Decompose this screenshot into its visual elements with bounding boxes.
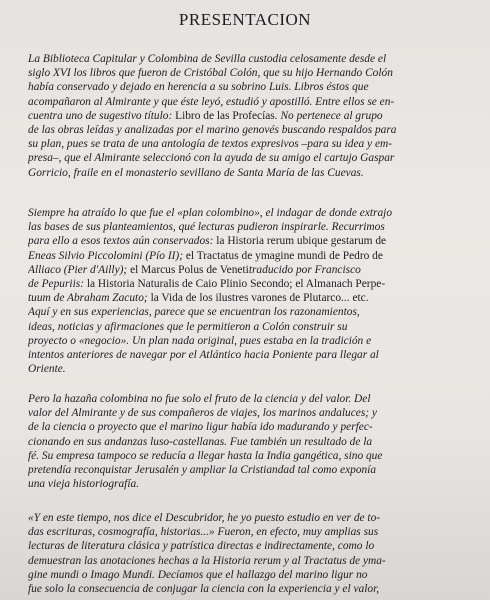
text-line xyxy=(28,435,468,449)
paragraph-2 xyxy=(28,206,468,376)
text-line xyxy=(28,348,468,362)
text-segment: fé. Su empresa tampoco se reducía a llegar hasta la India gangética, sino que xyxy=(28,449,383,462)
text-segment: fue solo la consecuencia de conjugar la ciencia con la experiencia y el valor, xyxy=(28,583,380,596)
text-segment: das escrituras, cosmografía, historias...» Fueron, en efecto, muy amplias sus xyxy=(28,526,379,539)
text-segment: su plan, pues se trata de una antología de textos expresivos –para su idea y em- xyxy=(28,138,393,151)
text-segment: Eneas Silvio Piccolomini (Pío II); xyxy=(28,249,186,262)
text-segment: las bases de sus planteamientos, qué lecturas pudieron inspirarle. Recurrimos xyxy=(28,221,385,234)
text-line xyxy=(28,463,468,477)
text-segment: cionando en sus andanzas luso-castellanas. Fue también un resultado de la xyxy=(28,435,373,448)
text-segment: lecturas de literatura clásica y patrística directas e indirectamente, como lo xyxy=(28,540,375,553)
text-line xyxy=(28,206,468,220)
text-line xyxy=(28,525,468,539)
text-segment: «Y en este tiempo, nos dice el Descubridor, he yo puesto estudio en ver de to- xyxy=(28,512,381,524)
paragraph-3 xyxy=(28,392,468,491)
text-segment: siglo XVI los libros que fueron de Cristóbal Colón, que su hijo Hernando Colón xyxy=(28,67,393,80)
text-segment: Alliaco (Pier d'Ailly); xyxy=(28,263,131,276)
text-line xyxy=(28,554,468,568)
text-line xyxy=(28,511,468,525)
text-segment: de la ciencia o proyecto que el marino ligur había ido madurando y perfec- xyxy=(28,421,373,434)
text-segment: Siempre ha atraído lo que fue el «plan colombino», el indagar de donde extrajo xyxy=(28,207,393,219)
text-segment: presa–, que el Almirante seleccionó con la ayuda de su amigo el cartujo Gaspar xyxy=(28,152,395,165)
text-line xyxy=(28,52,468,66)
text-segment: había conservado y dejado en herencia a su sobrino Luis. Libros éstos que xyxy=(28,81,369,94)
upright-text-segment: el Tractatus de ymagine mundi de Pedro de xyxy=(185,249,383,262)
text-segment: La Biblioteca Capitular y Colombina de Sevilla custodia celosamente desde el xyxy=(28,53,387,65)
text-segment: pretendía reconquistar Jerusalén y ampliar la Cristiandad tal como exponía xyxy=(28,464,377,477)
text-line xyxy=(28,137,468,151)
text-segment: Pero la hazaña colombina no fue solo el fruto de la ciencia y del valor. Del xyxy=(28,393,371,405)
text-line xyxy=(28,123,468,137)
text-line xyxy=(28,234,468,248)
upright-text-segment: Libro de las Profecías xyxy=(175,109,275,122)
text-line xyxy=(28,277,468,291)
text-segment: cuentra uno de sugestivo título: xyxy=(28,109,176,122)
text-segment: Oriente. xyxy=(28,363,66,376)
text-segment: proyecto o «negocio». Un plan nada original, pues estaba en la tradición e xyxy=(28,334,372,347)
text-line xyxy=(28,66,468,80)
text-segment: valor del Almirante y de sus compañeros de viajes, los marinos andaluces; y xyxy=(28,407,377,420)
text-segment: de las obras leídas y analizadas por el marino genovés buscando respaldos para xyxy=(28,124,397,137)
text-line xyxy=(28,334,468,348)
text-line xyxy=(28,362,468,376)
text-line xyxy=(28,420,468,434)
text-segment: gine mundi o Imago Mundi. Decíamos que el hallazgo del marino ligur no xyxy=(28,568,368,581)
text-line xyxy=(28,582,468,596)
text-segment: tuum de Abraham Zacuto; xyxy=(28,292,151,305)
text-line xyxy=(28,568,468,582)
page-title: PRESENTACION xyxy=(178,10,312,29)
paragraph-1 xyxy=(28,52,468,180)
text-line xyxy=(28,291,468,305)
text-line xyxy=(28,249,468,263)
text-segment: para ello a esos textos aún conservados: xyxy=(28,235,217,248)
text-segment: de Pepuriis: xyxy=(28,278,87,291)
text-line xyxy=(28,95,468,109)
text-segment: traducido por Francisco xyxy=(248,263,361,276)
upright-text-segment: la Vida de los ilustres varones de Plutarco... etc. xyxy=(150,292,369,305)
text-line xyxy=(28,305,468,319)
text-line xyxy=(28,320,468,334)
upright-text-segment: la Historia Naturalis de Caio Plinio Secondo; el Almanach Perpe- xyxy=(86,278,386,291)
upright-text-segment: la Historia rerum ubique gestarum de xyxy=(216,235,387,248)
text-line xyxy=(28,80,468,94)
text-line xyxy=(28,220,468,234)
text-line xyxy=(28,109,468,123)
text-segment: ideas, noticias y afirmaciones que le permitieron a Colón construir su xyxy=(28,320,348,333)
text-line xyxy=(28,166,468,180)
text-line xyxy=(28,392,468,406)
text-segment: intentos anteriores de navegar por el Atlántico hacia Poniente para llegar al xyxy=(28,349,379,362)
text-line xyxy=(28,263,468,277)
paragraph-4 xyxy=(28,511,468,596)
text-line xyxy=(28,406,468,420)
text-segment: acompañaron al Almirante y que éste leyó, estudió y apostilló. Entre ellos se en- xyxy=(28,95,395,108)
text-line xyxy=(28,477,468,491)
text-line xyxy=(28,539,468,553)
text-segment: Gorricio, fraile en el monasterio sevillano de Santa María de las Cuevas. xyxy=(28,166,364,179)
text-line xyxy=(28,449,468,463)
text-segment: Aquí y en sus experiencias, parece que se encuentran los razonamientos, xyxy=(28,306,360,319)
text-segment: demuestran las anotaciones hechas a la Historia rerum y al Tractatus de yma- xyxy=(28,554,386,567)
text-line xyxy=(28,151,468,165)
text-segment: . No pertenece al grupo xyxy=(274,109,383,122)
text-segment: una vieja historiografía. xyxy=(28,478,140,491)
upright-text-segment: el Marcus Polus de Veneti xyxy=(130,263,249,276)
